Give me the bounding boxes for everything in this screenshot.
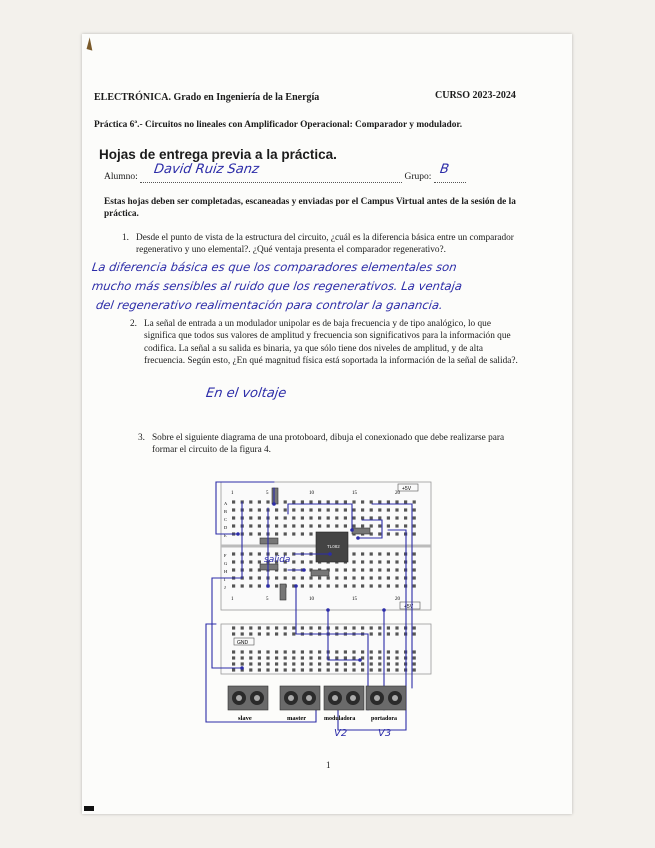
col-num-20-bottom: 20: [395, 597, 400, 602]
rail-label-top: +5V: [402, 486, 412, 492]
connector-moduladora: [324, 686, 364, 710]
question-1-number: 1.: [122, 233, 129, 243]
course-title: ELECTRÓNICA. Grado en Ingeniería de la Energía: [94, 92, 320, 103]
col-num-15-bottom: 15: [352, 597, 357, 602]
connector-portadora: [366, 686, 406, 710]
resistor-1: [272, 488, 278, 504]
resistor-2: [260, 538, 278, 544]
connector-master: [280, 686, 320, 710]
col-num-1: 1: [231, 491, 234, 496]
chip-label: TL082: [327, 544, 340, 549]
document-page: [82, 34, 572, 814]
question-2-number: 2.: [130, 319, 137, 329]
row-letter-g: G: [224, 561, 228, 566]
question-1-text: Desde el punto de vista de la estructura del circuito, ¿cuál es la diferencia básica entre un comparador regenerativo y uno elemental?. ¿Qué ventaja presenta el comparador regenerativo?.: [136, 233, 514, 256]
connector-slave: [228, 686, 268, 710]
row-letter-d: D: [224, 525, 228, 530]
practice-title: Práctica 6ª.- Circuitos no lineales con Amplificador Operacional: Comparador y modulador.: [94, 120, 463, 130]
label-slave: slave: [238, 715, 252, 722]
row-letter-a: A: [224, 501, 228, 506]
col-num-20: 20: [395, 491, 400, 496]
resistor-5: [280, 584, 286, 600]
row-letter-e: E: [224, 533, 227, 538]
alumno-handwritten: David Ruiz Sanz: [153, 162, 261, 177]
row-letter-b: B: [224, 509, 228, 514]
resistor-4: [311, 570, 329, 576]
breadboard-diagram: [176, 474, 446, 744]
answer-2: En el voltaje: [204, 386, 288, 401]
col-num-5-bottom: 5: [266, 597, 269, 602]
question-3-number: 3.: [138, 433, 145, 443]
label-moduladora: moduladora: [324, 716, 356, 722]
col-num-5: 5: [266, 491, 269, 496]
corner-mark: [87, 37, 96, 50]
handwritten-v3: V3: [378, 728, 392, 739]
row-letter-f: F: [224, 553, 227, 558]
student-row: [104, 162, 524, 183]
col-num-10: 10: [309, 491, 314, 496]
label-portadora: portadora: [371, 716, 397, 722]
salida-handwritten: salida: [264, 555, 291, 565]
alumno-field: [140, 162, 402, 183]
row-letter-h: H: [224, 569, 228, 574]
answer-1-line-2: mucho más sensibles al ruido que los regenerativos. La ventaja: [91, 279, 463, 293]
answer-1-line-3: del regenerativo realimentación para controlar la ganancia.: [95, 298, 444, 312]
col-num-1-bottom: 1: [231, 597, 234, 602]
rail-label-bottom: +5V: [404, 604, 414, 610]
page-heading: Hojas de entrega previa a la práctica.: [99, 147, 337, 162]
gnd-label: GND: [237, 640, 249, 646]
scan-mark-bottom-left: [84, 806, 94, 811]
col-num-15: 15: [352, 491, 357, 496]
row-letter-j: J: [224, 585, 226, 590]
answer-1-line-1: La diferencia básica es que los comparadores elementales son: [91, 260, 458, 274]
question-2-text: La señal de entrada a un modulador unipolar es de baja frecuencia y de tipo analógico, lo que significa que todos sus valores de amplitud y frecuencia son significativos para la información que codifica. La señal a su salida es binaria, ya que sólo tiene dos niveles de amplitud, y de alta frecuencia. Según esto, ¿En qué magnitud física está soportada la información de la señal de salida?.: [144, 319, 518, 367]
row-letter-i: I: [224, 577, 226, 582]
col-num-10-bottom: 10: [309, 597, 314, 602]
grupo-field: [434, 162, 466, 183]
alumno-label: Alumno:: [104, 172, 138, 182]
resistor-6: [352, 528, 370, 534]
instructions: Estas hojas deben ser completadas, escaneadas y enviadas por el Campus Virtual antes de la sesión de la práctica.: [104, 197, 516, 220]
handwritten-v2: V2: [334, 728, 348, 739]
course-year: CURSO 2023-2024: [435, 90, 516, 101]
label-master: master: [287, 715, 307, 722]
row-letter-c: C: [224, 517, 228, 522]
question-3-text: Sobre el siguiente diagrama de una protoboard, dibuja el conexionado que debe realizarse para formar el circuito de la figura 4.: [152, 433, 505, 456]
grupo-label: Grupo:: [404, 172, 432, 182]
grupo-handwritten: B: [438, 162, 450, 177]
breadboard-bottom-section: [221, 624, 431, 674]
page-number: 1: [326, 760, 331, 770]
